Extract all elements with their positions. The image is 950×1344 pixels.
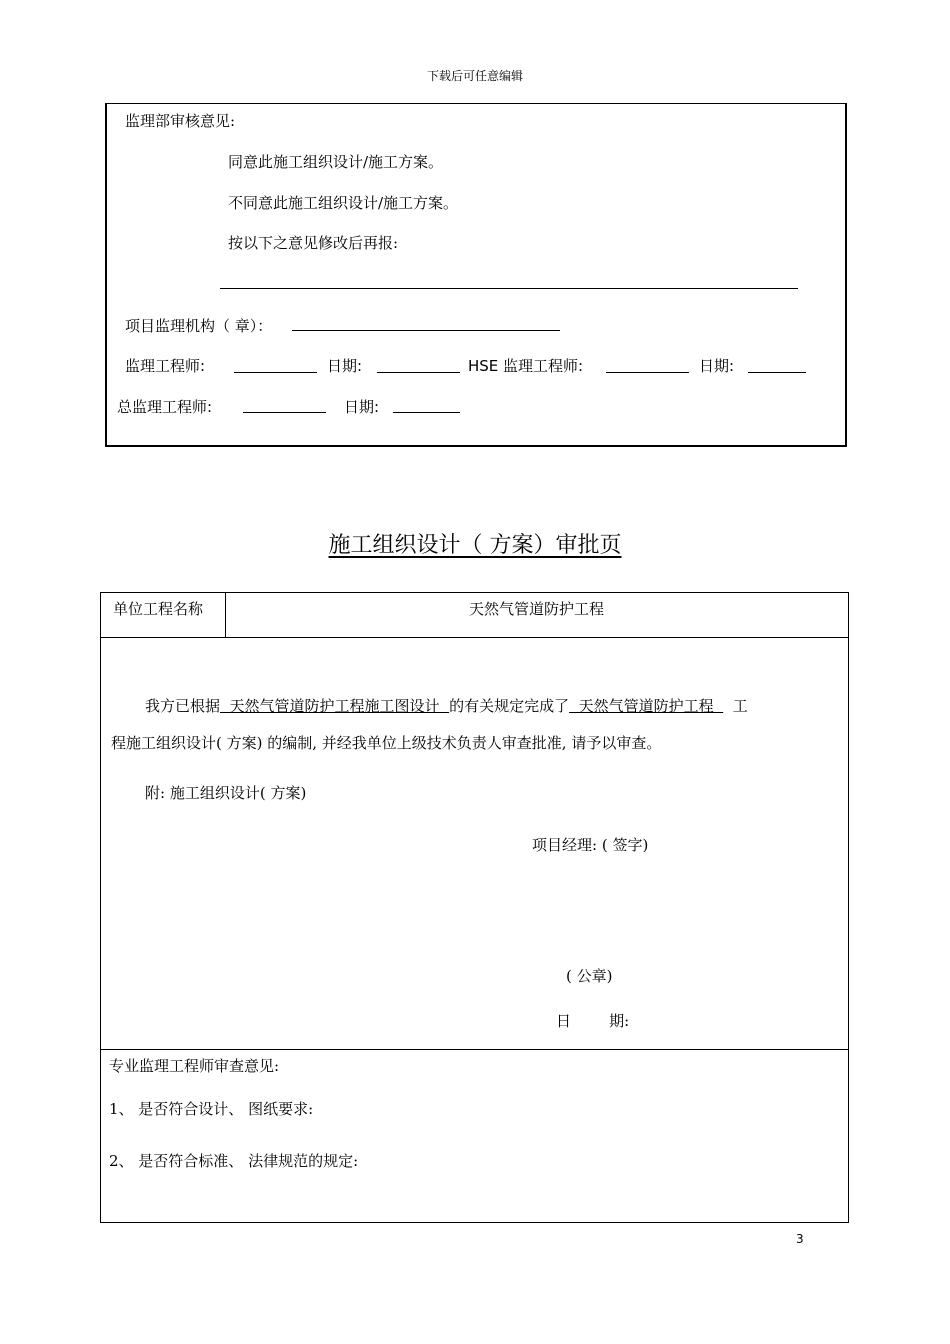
hse-line [606,372,689,373]
option-modify: 按以下之意见修改后再报: [228,234,399,252]
manager-signature-label: 项目经理: ( 签字) [532,836,649,854]
statement-line-2: 程施工组织设计( 方案) 的编制, 并经我单位上级技术负责人审查批准, 请予以审查。 [111,734,662,752]
supervision-review-box [105,103,847,447]
review-opinion-heading: 专业监理工程师审查意见: [109,1057,280,1075]
review-item-2: 2、 是否符合标准、 法律规范的规定: [109,1152,359,1170]
org-line [292,330,560,331]
option-agree: 同意此施工组织设计/施工方案。 [228,153,444,171]
page-number: 3 [796,1232,804,1246]
review-item-1: 1、 是否符合设计、 图纸要求: [109,1100,314,1118]
chief-date-line [393,412,460,413]
hse-date-label: 日期: [699,357,735,375]
chief-date-label: 日期: [344,398,380,416]
unit-label: 单位工程名称 [113,600,204,618]
chief-label: 总监理工程师: [117,398,213,416]
page-header: 下载后可任意编辑 [426,69,523,83]
opinion-line [220,288,798,289]
chief-line [243,412,326,413]
hse-date-line [748,372,806,373]
hse-label: HSE 监理工程师: [468,357,584,375]
approval-date-label: 日 期: [556,1012,630,1030]
engineer-label: 监理工程师: [125,357,206,375]
engineer-line [234,372,317,373]
engineer-date-line [377,372,460,373]
approval-table [100,592,849,1223]
statement-line-1: 我方已根据 天然气管道防护工程施工图设计 的有关规定完成了 天然气管道防护工程 工 [145,697,748,715]
table-divider-2 [100,1049,849,1050]
option-disagree: 不同意此施工组织设计/施工方案。 [228,194,459,212]
org-label: 项目监理机构（ 章）： [125,317,273,335]
page-title: 施工组织设计（ 方案）审批页 [328,533,622,558]
review-heading: 监理部审核意见: [125,112,236,130]
seal-label: ( 公章) [566,967,613,985]
table-divider-1 [100,637,849,638]
attachment-label: 附: 施工组织设计( 方案) [145,784,307,802]
engineer-date-label: 日期: [327,357,363,375]
unit-value: 天然气管道防护工程 [468,600,604,618]
